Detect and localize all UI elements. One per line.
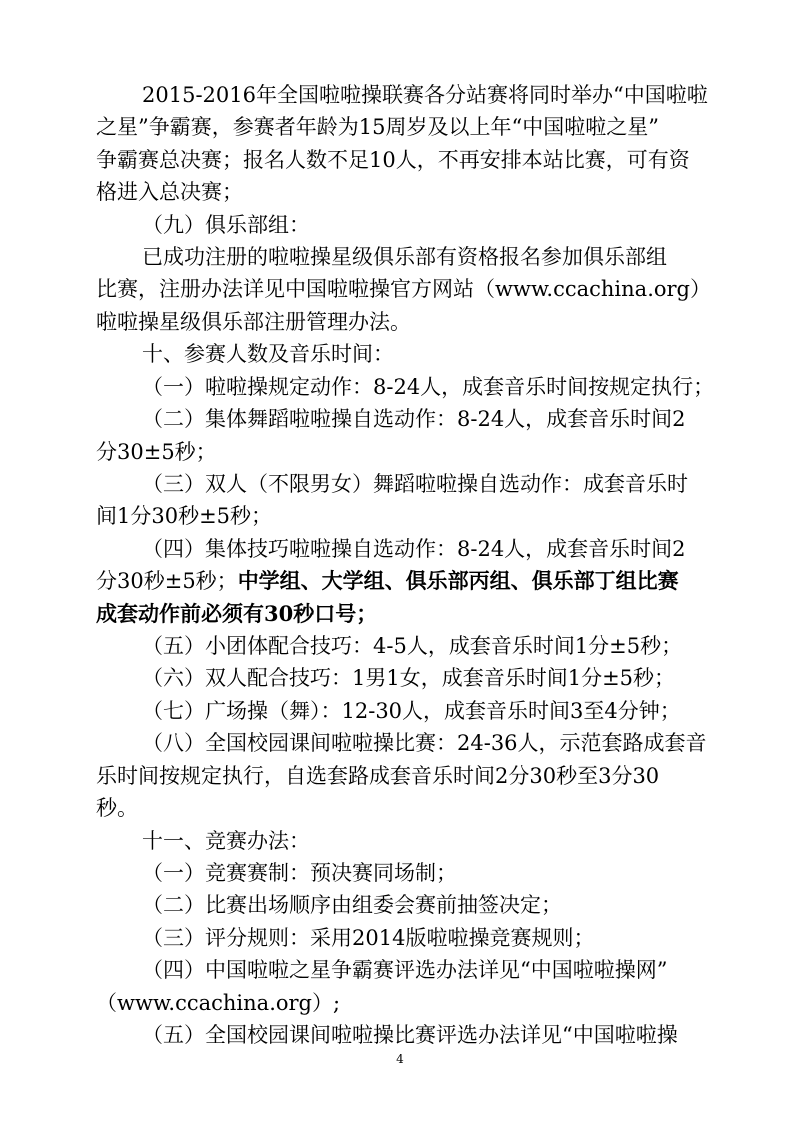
bold-requirement-text: 中学组、大学组、俱乐部丙组、俱乐部丁组比赛	[237, 568, 679, 593]
paragraph-line: （三）双人（不限男女）舞蹈啦啦操自选动作：成套音乐时	[142, 472, 688, 496]
paragraph-line: （www.ccachina.org）;	[96, 991, 341, 1015]
page-number: 4	[396, 1052, 404, 1066]
paragraph-line: （二）比赛出场顺序由组委会赛前抽签决定；	[142, 893, 562, 917]
paragraph-text: 分30秒±5秒；	[96, 569, 238, 593]
section-heading: （九）俱乐部组：	[142, 213, 310, 237]
paragraph-line: （七）广场操（舞）：12-30人，成套音乐时间3至4分钟；	[142, 699, 681, 723]
paragraph-line: （五）全国校园课间啦啦操比赛评选办法详见“中国啦啦操	[142, 1023, 678, 1047]
paragraph-line: 2015-2016年全国啦啦操联赛各分站赛将同时举办“中国啦啦	[142, 83, 708, 107]
section-heading: 十一、竞赛办法：	[142, 829, 310, 853]
paragraph-line: 秒。	[96, 796, 138, 820]
paragraph-line: 啦啦操星级俱乐部注册管理办法。	[96, 310, 411, 334]
paragraph-line: 间1分30秒±5秒；	[96, 504, 273, 528]
paragraph-line: 争霸赛总决赛；报名人数不足10人，不再安排本站比赛，可有资	[96, 148, 690, 172]
paragraph-line: （四）集体技巧啦啦操自选动作：8-24人，成套音乐时间2	[142, 537, 686, 561]
section-heading: 十、参赛人数及音乐时间：	[142, 342, 394, 366]
bold-requirement-line: 成套动作前必须有30秒口号；	[96, 601, 378, 626]
paragraph-line: （八）全国校园课间啦啦操比赛：24-36人，示范套路成套音	[142, 731, 707, 755]
paragraph-line: 比赛，注册办法详见中国啦啦操官方网站（www.ccachina.org）	[96, 277, 711, 301]
paragraph-line: 分30±5秒；	[96, 440, 217, 464]
paragraph-line: 已成功注册的啦啦操星级俱乐部有资格报名参加俱乐部组	[142, 245, 667, 269]
paragraph-line: 之星”争霸赛，参赛者年龄为15周岁及以上年“中国啦啦之星”	[96, 115, 659, 139]
paragraph-line: 乐时间按规定执行，自选套路成套音乐时间2分30秒至3分30	[96, 764, 660, 788]
paragraph-line: （一）竞赛赛制：预决赛同场制；	[142, 861, 457, 885]
paragraph-line: （五）小团体配合技巧：4-5人，成套音乐时间1分±5秒；	[142, 634, 683, 658]
paragraph-line: （四）中国啦啦之星争霸赛评选办法详见“中国啦啦操网”	[142, 958, 668, 982]
paragraph-line: （六）双人配合技巧：1男1女，成套音乐时间1分±5秒；	[142, 666, 676, 690]
paragraph-line: 格进入总决赛；	[96, 180, 243, 204]
paragraph-line	[96, 566, 679, 596]
paragraph-line: （一）啦啦操规定动作：8-24人，成套音乐时间按规定执行；	[142, 375, 715, 399]
paragraph-line: （二）集体舞蹈啦啦操自选动作：8-24人，成套音乐时间2	[142, 407, 686, 431]
paragraph-line: （三）评分规则：采用2014版啦啦操竞赛规则；	[142, 926, 595, 950]
